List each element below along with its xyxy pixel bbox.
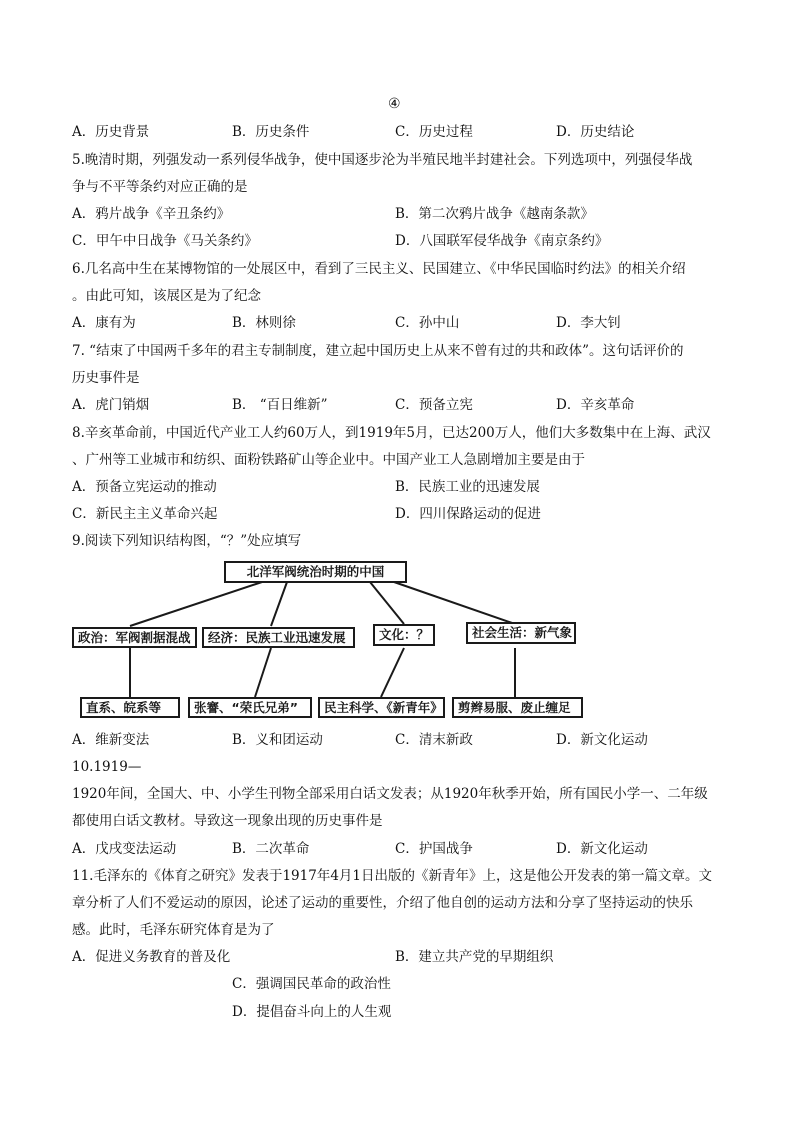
- q9-option-a[interactable]: A．维新变法: [72, 732, 150, 748]
- q11-option-c[interactable]: C．强调国民革命的政治性: [232, 976, 391, 992]
- q8-option-b[interactable]: B．民族工业的迅速发展: [395, 479, 540, 495]
- diagram-branch-politics: 政治：军阀割据混战: [72, 627, 197, 648]
- q5-stem-line1: 5.晚清时期，列强发动一系列侵华战争，使中国逐步沦为半殖民地半封建社会。下列选项中，列强侵华战: [72, 152, 693, 168]
- q6-option-a[interactable]: A．康有为: [72, 315, 136, 331]
- q5-option-b[interactable]: B．第二次鸦片战争《越南条款》: [395, 206, 594, 222]
- q6-option-b[interactable]: B．林则徐: [232, 315, 296, 331]
- q7-option-a[interactable]: A．虎门销烟: [72, 397, 150, 413]
- q5-option-a[interactable]: A．鸦片战争《辛丑条约》: [72, 206, 231, 222]
- q9-option-c[interactable]: C．清末新政: [395, 732, 473, 748]
- q6-stem-line1: 6.几名高中生在某博物馆的一处展区中，看到了三民主义、民国建立、《中华民国临时约法》的相关介绍: [72, 261, 686, 277]
- q11-stem-line2: 章分析了人们不爱运动的原因，论述了运动的重要性，介绍了他自创的运动方法和分享了坚持运动的快乐: [72, 895, 693, 911]
- diagram-leaf-culture-detail: 民主科学、《新青年》: [318, 697, 445, 718]
- q11-option-a[interactable]: A．促进义务教育的普及化: [72, 949, 231, 965]
- q11-stem-line1: 11.毛泽东的《体育之研究》发表于1917年4月1日出版的《新青年》上，这是他公开发表的第一篇文章。文: [72, 868, 713, 884]
- q6-stem-line2: 。由此可知，该展区是为了纪念: [72, 288, 261, 304]
- q10-option-d[interactable]: D．新文化运动: [556, 841, 648, 857]
- q10-option-c[interactable]: C．护国战争: [395, 841, 473, 857]
- diagram-branch-social-life: 社会生活：新气象: [466, 622, 576, 644]
- q6-option-c[interactable]: C．孙中山: [395, 315, 460, 331]
- diagram-branch-culture: 文化：？: [373, 624, 435, 646]
- q7-stem-line1: 7. “结束了中国两千多年的君主专制制度，建立起中国历史上从来不曾有过的共和政体”。这句话评价的: [72, 343, 684, 359]
- diagram-leaf-social-detail: 剪辫易服、废止缠足: [452, 697, 583, 718]
- q11-option-b[interactable]: B．建立共产党的早期组织: [395, 949, 554, 965]
- q8-option-d[interactable]: D．四川保路运动的促进: [395, 506, 541, 522]
- q4-option-c[interactable]: C．历史过程: [395, 124, 473, 140]
- q4-option-d[interactable]: D．历史结论: [556, 124, 635, 140]
- q7-option-b[interactable]: B． “百日维新”: [232, 397, 328, 413]
- q8-option-c[interactable]: C．新民主主义革命兴起: [72, 506, 218, 522]
- q10-stem-line3: 都使用白话文教材。导致这一现象出现的历史事件是: [72, 813, 383, 829]
- q4-option-a[interactable]: A．历史背景: [72, 124, 150, 140]
- q10-option-a[interactable]: A．戊戌变法运动: [72, 841, 177, 857]
- q5-option-c[interactable]: C．甲午中日战争《马关条约》: [72, 233, 258, 249]
- q6-option-d[interactable]: D．李大钊: [556, 315, 621, 331]
- q9-option-b[interactable]: B．义和团运动: [232, 732, 323, 748]
- diagram-root-node: 北洋军阀统治时期的中国: [224, 561, 407, 583]
- q5-option-d[interactable]: D．八国联军侵华战争《南京条约》: [395, 233, 609, 249]
- q8-stem-line1: 8.辛亥革命前，中国近代产业工人约60万人，到1919年5月，已达200万人，他们大多数集中在上海、武汉: [72, 425, 711, 441]
- q9-option-d[interactable]: D．新文化运动: [556, 732, 648, 748]
- q7-stem-line2: 历史事件是: [72, 370, 140, 386]
- diagram-leaf-industrialists: 张謇、“荣氏兄弟”: [188, 697, 312, 718]
- q11-option-d[interactable]: D．提倡奋斗向上的人生观: [232, 1004, 392, 1020]
- q9-stem: 9.阅读下列知识结构图，“？”处应填写: [72, 533, 302, 549]
- q7-option-c[interactable]: C．预备立宪: [395, 397, 473, 413]
- q7-option-d[interactable]: D．辛亥革命: [556, 397, 635, 413]
- q8-option-a[interactable]: A．预备立宪运动的推动: [72, 479, 217, 495]
- q10-stem-line2: 1920年间，全国大、中、小学生刊物全部采用白话文发表；从1920年秋季开始，所有国民小学一、二年级: [72, 786, 708, 802]
- page-marker: ④: [388, 96, 401, 112]
- q10-stem-line1: 10.1919—: [72, 759, 142, 775]
- q11-stem-line3: 感。此时，毛泽东研究体育是为了: [72, 922, 275, 938]
- diagram-branch-economy: 经济：民族工业迅速发展: [202, 627, 355, 648]
- q4-option-b[interactable]: B．历史条件: [232, 124, 310, 140]
- diagram-leaf-warlords: 直系、皖系等: [80, 697, 180, 718]
- q10-option-b[interactable]: B．二次革命: [232, 841, 310, 857]
- q8-stem-line2: 、广州等工业城市和纺织、面粉铁路矿山等企业中。中国产业工人急剧增加主要是由于: [72, 452, 585, 468]
- q5-stem-line2: 争与不平等条约对应正确的是: [72, 179, 248, 195]
